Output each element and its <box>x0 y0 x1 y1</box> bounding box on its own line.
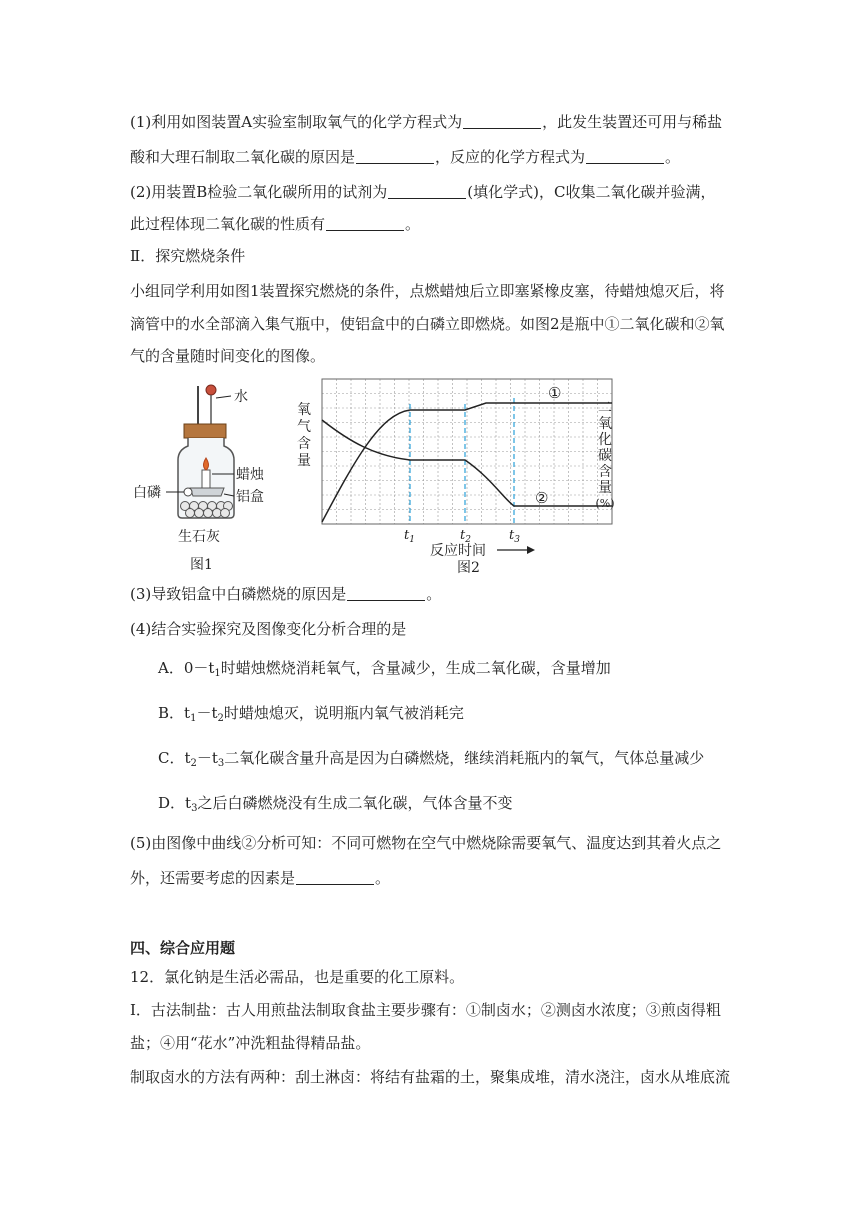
option-d-text: 之后白磷燃烧没有生成二氧化碳，气体含量不变 <box>197 794 513 812</box>
option-b-dash: －t <box>196 704 218 722</box>
option-d-prefix: D．t <box>158 794 192 812</box>
section-title-comprehensive: 四、综合应用题 <box>130 939 236 957</box>
option-b-subscript: 2 <box>217 713 224 724</box>
right-axis-char: 二 <box>598 400 612 416</box>
q11-part5-line1: (5)由图像中曲线②分析可知：不同可燃物在空气中燃烧除需要氧气、温度达到其着火点之 <box>130 834 722 852</box>
option-c-prefix: C．t <box>158 749 191 767</box>
right-axis-label <box>593 400 617 512</box>
right-axis-char: 含 <box>598 464 612 480</box>
q11-part2-text: 。 <box>405 215 421 233</box>
q11-part2-text: 此过程体现二氧化碳的性质有 <box>130 215 326 233</box>
q12-part1-line: 盐；④用“花水”冲洗粗盐得精品盐。 <box>130 1034 371 1052</box>
aluminum-box <box>190 488 224 496</box>
option-b-subscript: 1 <box>190 713 197 724</box>
figure1-apparatus <box>128 378 288 578</box>
answer-blank[interactable] <box>356 148 434 164</box>
q11-part3-text: (3)导致铝盒中白磷燃烧的原因是 <box>130 585 347 603</box>
curve-1-label: ① <box>548 384 562 402</box>
q11-part1-text: ，反应的化学方程式为 <box>435 148 586 166</box>
option-a-subscript: 1 <box>214 668 221 679</box>
white-phosphorus-label: 白磷 <box>133 485 161 501</box>
option-c-subscript: 3 <box>217 758 225 769</box>
option-c-text: 二氧化碳含量升高是因为白磷燃烧，继续消耗瓶内的氧气，气体总量减少 <box>224 749 705 767</box>
option-b[interactable] <box>158 702 464 730</box>
answer-blank[interactable] <box>347 585 425 601</box>
left-axis-char: 气 <box>297 419 311 435</box>
option-c[interactable] <box>158 747 704 775</box>
q11-part1-text: (1)利用如图装置A实验室制取氧气的化学方程式为 <box>130 113 463 131</box>
q11-part1-text: 。 <box>665 148 681 166</box>
quicklime-label: 生石灰 <box>178 529 220 545</box>
q11-part2-text: (2)用装置B检验二氧化碳所用的试剂为 <box>130 183 388 201</box>
answer-blank[interactable] <box>296 869 374 885</box>
x-tick-t3: $t_3$ <box>509 528 520 545</box>
option-b-prefix: B．t <box>158 704 191 722</box>
figure1-caption: 图1 <box>190 557 213 573</box>
option-c-dash: －t <box>196 749 218 767</box>
answer-blank[interactable] <box>388 183 466 199</box>
q11-part1-text: ，此发生装置还可用与稀盐 <box>542 113 723 131</box>
x-tick-t1: $t_1$ <box>404 528 415 545</box>
right-axis-unit: (%) <box>595 497 615 510</box>
option-a-text: 时蜡烛燃烧消耗氧气，含量减少，生成二氧化碳，含量增加 <box>220 659 611 677</box>
q11-part2-line2 <box>130 213 420 235</box>
intro-line: 滴管中的水全部滴入集气瓶中，使铝盒中的白磷立即燃烧。如图2是瓶中①二氧化碳和②氧 <box>130 315 725 333</box>
chart-grid <box>322 379 612 524</box>
aluminum-box-label: 铝盒 <box>236 489 264 505</box>
option-d[interactable] <box>158 792 512 820</box>
answer-blank[interactable] <box>586 148 664 164</box>
q11-part2-line1 <box>130 181 715 203</box>
q12-part1-line: 制取卤水的方法有两种：刮土淋卤：将结有盐霜的土，聚集成堆，清水浇注，卤水从堆底流 <box>130 1068 731 1086</box>
option-c-subscript: 2 <box>190 758 197 769</box>
q11-part2-text: (填化学式)，C收集二氧化碳并验满， <box>467 183 716 201</box>
q11-part5-text: 外，还需要考虑的因素是 <box>130 869 296 887</box>
x-axis-label: 反应时间 <box>430 543 486 559</box>
answer-blank[interactable] <box>326 215 404 231</box>
right-axis-char: 化 <box>598 432 612 448</box>
q11-part4: (4)结合实验探究及图像变化分析合理的是 <box>130 620 407 638</box>
water-leader-line <box>216 396 231 398</box>
q12-stem: 12．氯化钠是生活必需品，也是重要的化工原料。 <box>130 968 465 986</box>
q11-part1-line1 <box>130 111 722 133</box>
rubber-stopper <box>184 424 226 438</box>
q11-part5-line2 <box>130 867 390 889</box>
right-axis-char: 量 <box>598 480 612 496</box>
figure2-caption: 图2 <box>457 560 480 576</box>
intro-line: 小组同学利用如图1装置探究燃烧的条件，点燃蜡烛后立即塞紧橡皮塞，待蜡烛熄灭后，将 <box>130 282 725 300</box>
right-axis-char: 碳 <box>598 448 612 464</box>
answer-blank[interactable] <box>463 113 541 129</box>
q12-part1-line: Ⅰ．古法制盐：古人用煎盐法制取食盐主要步骤有：①制卤水；②测卤水浓度；③煎卤得粗 <box>130 1001 721 1019</box>
curve-2-label: ② <box>535 489 549 507</box>
white-phosphorus-piece <box>184 488 192 496</box>
q11-part1-text: 酸和大理石制取二氧化碳的原因是 <box>130 148 356 166</box>
left-axis-char: 氧 <box>297 402 311 418</box>
quicklime-pellets <box>181 502 233 518</box>
intro-line: 气的含量随时间变化的图像。 <box>130 347 326 365</box>
option-a[interactable] <box>158 657 611 685</box>
option-b-text: 时蜡烛熄灭，说明瓶内氧气被消耗完 <box>223 704 464 722</box>
q11-part3 <box>130 583 441 605</box>
right-axis-char: 氧 <box>598 416 612 432</box>
arrow-right-icon <box>527 546 535 554</box>
dropper-bulb <box>206 385 216 395</box>
left-axis-char: 量 <box>297 453 311 469</box>
x-tick-t2: $t_2$ <box>460 528 471 545</box>
left-axis-char: 含 <box>297 436 311 452</box>
q11-part5-text: 。 <box>375 869 391 887</box>
option-d-subscript: 3 <box>191 803 198 814</box>
option-a-prefix: A．0－t <box>158 659 215 677</box>
section-title-combustion: Ⅱ．探究燃烧条件 <box>130 247 246 265</box>
figure2-chart <box>290 372 622 576</box>
q11-part3-text: 。 <box>426 585 442 603</box>
water-label: 水 <box>234 389 248 405</box>
q11-part1-line2 <box>130 146 680 168</box>
candle-label: 蜡烛 <box>236 467 264 483</box>
